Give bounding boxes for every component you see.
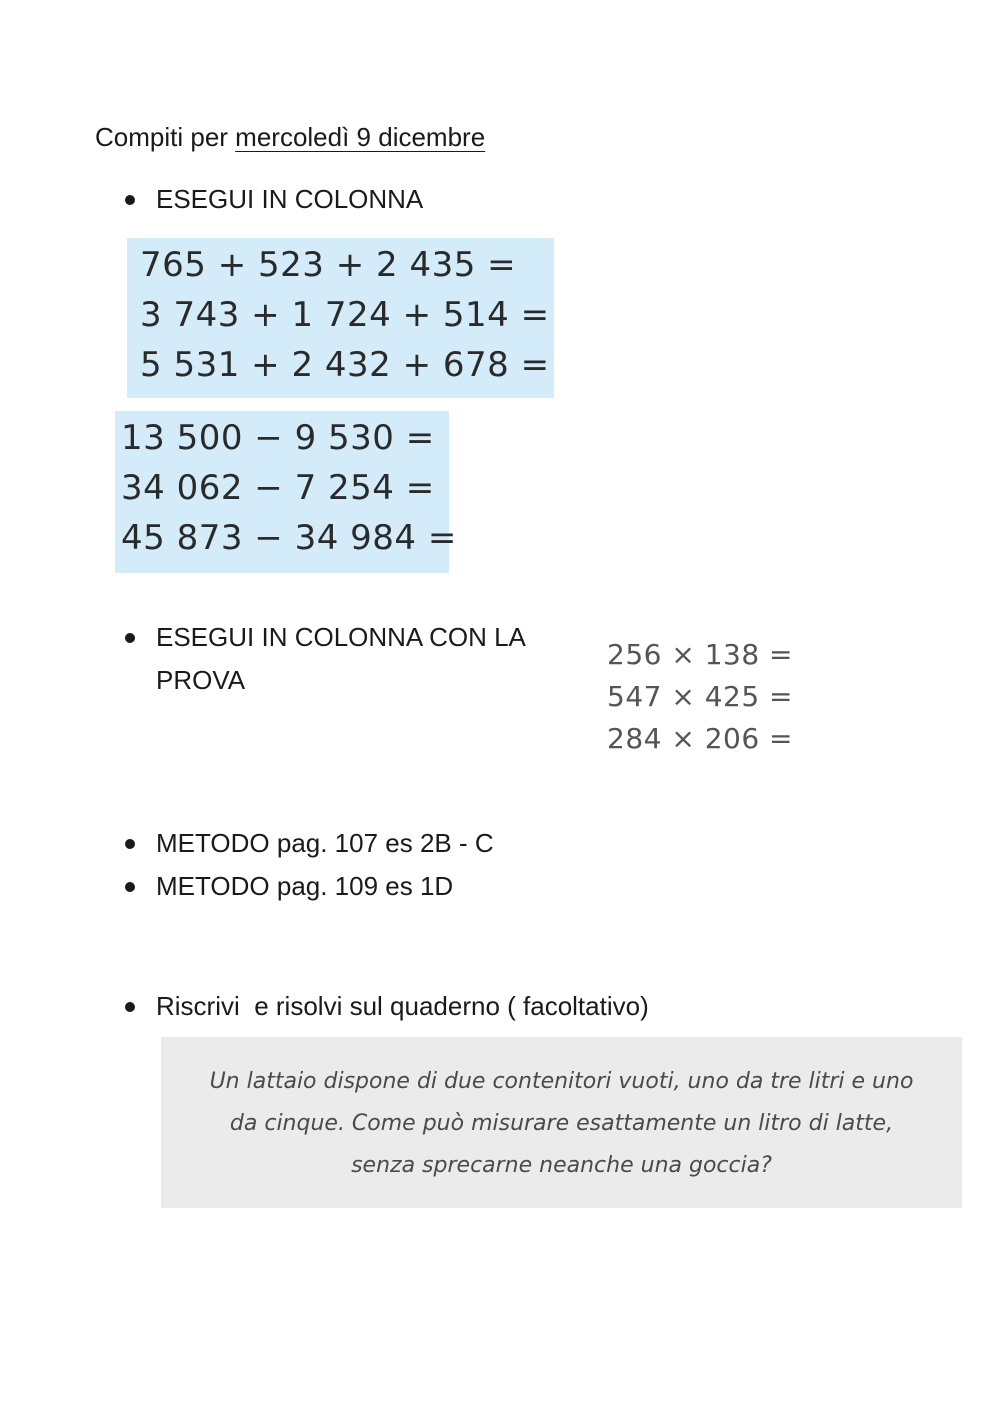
task-label: ESEGUI IN COLONNA bbox=[156, 184, 424, 214]
multiplication-row: 284 × 206 = bbox=[607, 722, 794, 755]
problem-line: da cinque. Come può misurare esattamente un litro di latte, bbox=[229, 1111, 894, 1136]
multiplication-row: 547 × 425 = bbox=[607, 680, 794, 713]
subtraction-exercises bbox=[115, 411, 457, 573]
bullet-dot-icon bbox=[125, 1002, 135, 1012]
problem-line: Un lattaio dispone di due contenitori vuoti, uno da tre litri e uno bbox=[209, 1069, 914, 1094]
problem-line: senza sprecarne neanche una goccia? bbox=[351, 1153, 772, 1178]
subtraction-row: 13 500 − 9 530 = bbox=[121, 418, 435, 458]
task-label: ESEGUI IN COLONNA CON LA PROVA bbox=[156, 622, 525, 695]
bullet-dot-icon bbox=[125, 839, 135, 849]
task-item-column-ops bbox=[125, 178, 545, 221]
bullet-dot-icon bbox=[125, 195, 135, 205]
addition-row: 5 531 + 2 432 + 678 = bbox=[140, 345, 550, 385]
addition-row: 765 + 523 + 2 435 = bbox=[140, 245, 517, 285]
task-item-column-ops-with-check bbox=[125, 616, 545, 702]
task-item-metodo-107 bbox=[125, 822, 825, 865]
task-item-metodo-109 bbox=[125, 865, 825, 908]
task-label: METODO pag. 109 es 1D bbox=[156, 871, 454, 901]
addition-exercises bbox=[127, 238, 554, 398]
multiplication-exercises bbox=[607, 634, 793, 760]
page-title bbox=[95, 120, 485, 154]
task-label: Riscrivi e risolvi sul quaderno ( facoltativo) bbox=[156, 991, 649, 1021]
addition-row: 3 743 + 1 724 + 514 = bbox=[140, 295, 550, 335]
task-item-optional-problem bbox=[125, 985, 825, 1028]
task-label: METODO pag. 107 es 2B - C bbox=[156, 828, 494, 858]
bullet-dot-icon bbox=[125, 882, 135, 892]
bullet-dot-icon bbox=[125, 633, 135, 643]
subtraction-row: 34 062 − 7 254 = bbox=[121, 468, 435, 508]
multiplication-row: 256 × 138 = bbox=[607, 638, 794, 671]
title-prefix: Compiti per bbox=[95, 122, 228, 152]
subtraction-row: 45 873 − 34 984 = bbox=[121, 518, 457, 558]
title-date: mercoledì 9 dicembre bbox=[235, 122, 486, 152]
problem-box bbox=[161, 1037, 962, 1208]
